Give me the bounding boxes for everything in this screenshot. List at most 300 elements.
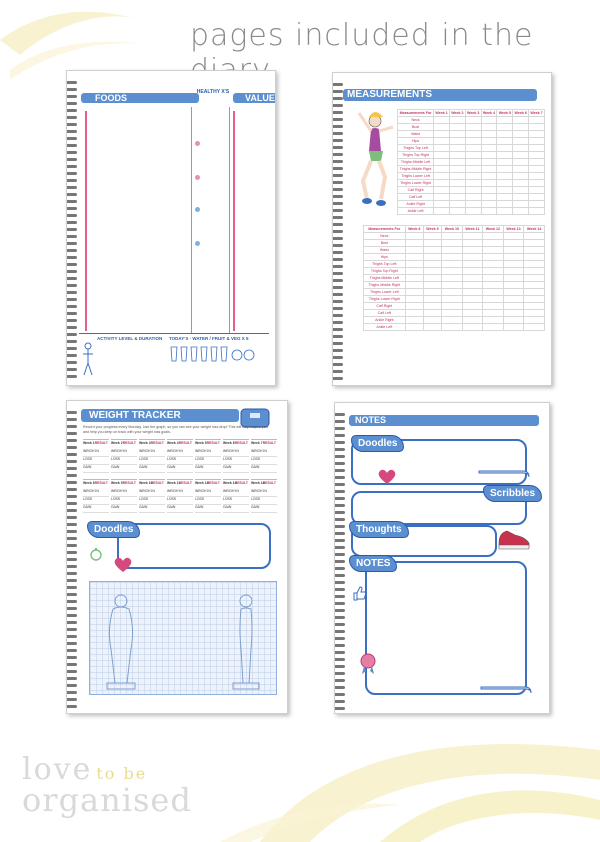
measurement-cell[interactable] bbox=[405, 240, 423, 247]
weight-cell-label: WEIGH IN bbox=[251, 489, 277, 497]
measurement-cell[interactable] bbox=[513, 152, 529, 159]
measurement-cell[interactable] bbox=[423, 275, 441, 282]
measurement-cell[interactable] bbox=[497, 180, 513, 187]
measurement-cell[interactable] bbox=[405, 247, 423, 254]
spiral-ring bbox=[332, 286, 343, 289]
measurement-cell[interactable] bbox=[465, 138, 481, 145]
measurement-cell[interactable] bbox=[529, 187, 545, 194]
spiral-ring bbox=[332, 132, 343, 135]
measurement-cell[interactable] bbox=[513, 124, 529, 131]
spiral-ring bbox=[66, 663, 77, 666]
measurement-cell[interactable] bbox=[483, 233, 504, 240]
measurement-cell[interactable] bbox=[503, 240, 524, 247]
measurement-cell[interactable] bbox=[465, 180, 481, 187]
result-label: RESULT bbox=[178, 441, 192, 445]
measurement-cell[interactable] bbox=[449, 187, 465, 194]
measurement-label: Ankle Right bbox=[398, 201, 434, 208]
measurement-cell[interactable] bbox=[423, 296, 441, 303]
spiral-ring bbox=[66, 158, 77, 161]
measurement-cell[interactable] bbox=[503, 233, 524, 240]
measurement-cell[interactable] bbox=[449, 201, 465, 208]
measurement-cell[interactable] bbox=[449, 208, 465, 215]
measurement-cell[interactable] bbox=[497, 166, 513, 173]
weight-week-block[interactable] bbox=[195, 439, 221, 474]
measurement-cell[interactable] bbox=[481, 194, 497, 201]
measurement-cell[interactable] bbox=[423, 317, 441, 324]
brand-organised: organised bbox=[22, 781, 192, 819]
measurement-cell[interactable] bbox=[442, 233, 463, 240]
measurement-cell[interactable] bbox=[497, 131, 513, 138]
spiral-ring bbox=[334, 462, 345, 465]
measurement-cell[interactable] bbox=[524, 254, 545, 261]
measurement-cell[interactable] bbox=[524, 233, 545, 240]
measurement-cell[interactable] bbox=[405, 296, 423, 303]
measurement-cell[interactable] bbox=[405, 233, 423, 240]
measurement-cell[interactable] bbox=[513, 173, 529, 180]
spiral-ring bbox=[66, 312, 77, 315]
measurement-cell[interactable] bbox=[462, 324, 482, 331]
measurement-cell[interactable] bbox=[529, 159, 545, 166]
measurement-cell[interactable] bbox=[483, 261, 504, 268]
measurement-cell[interactable] bbox=[449, 145, 465, 152]
measurement-cell[interactable] bbox=[483, 289, 504, 296]
week-label: Week 5 bbox=[195, 441, 207, 445]
measurement-cell[interactable] bbox=[405, 261, 423, 268]
measurement-cell[interactable] bbox=[503, 324, 524, 331]
measurement-cell[interactable] bbox=[423, 282, 441, 289]
weight-cell-label: GAIN bbox=[111, 465, 137, 473]
spiral-ring bbox=[66, 523, 77, 526]
spiral-ring bbox=[66, 467, 77, 470]
measurement-cell[interactable] bbox=[434, 187, 450, 194]
spiral-ring bbox=[66, 495, 77, 498]
measurement-cell[interactable] bbox=[423, 268, 441, 275]
measurement-cell[interactable] bbox=[481, 166, 497, 173]
spiral-ring bbox=[66, 516, 77, 519]
measurement-cell[interactable] bbox=[442, 317, 463, 324]
weight-week-block[interactable] bbox=[223, 439, 249, 474]
measurement-cell[interactable] bbox=[524, 310, 545, 317]
measurement-cell[interactable] bbox=[442, 275, 463, 282]
measurement-cell[interactable] bbox=[497, 124, 513, 131]
measurement-cell[interactable] bbox=[465, 159, 481, 166]
weight-cell-label: WEIGH IN bbox=[223, 489, 249, 497]
measurement-cell[interactable] bbox=[465, 131, 481, 138]
measurement-cell[interactable] bbox=[462, 275, 482, 282]
spiral-ring bbox=[332, 272, 343, 275]
measurement-cell[interactable] bbox=[481, 187, 497, 194]
measurement-cell[interactable] bbox=[481, 201, 497, 208]
spiral-ring bbox=[66, 600, 77, 603]
spiral-ring bbox=[66, 614, 77, 617]
spiral-ring bbox=[66, 256, 77, 259]
healthy-header: HEALTHY X'S bbox=[196, 89, 230, 95]
measurement-cell[interactable] bbox=[481, 159, 497, 166]
measurements-title: MEASUREMENTS bbox=[347, 89, 433, 100]
measurement-cell[interactable] bbox=[405, 282, 423, 289]
measurement-cell[interactable] bbox=[465, 166, 481, 173]
table-header-row bbox=[398, 110, 545, 117]
spiral-ring bbox=[66, 691, 77, 694]
measurement-label: Hips bbox=[398, 138, 434, 145]
measurement-cell[interactable] bbox=[497, 173, 513, 180]
measurement-cell[interactable] bbox=[481, 152, 497, 159]
weight-week-block[interactable] bbox=[111, 439, 137, 474]
measurement-cell[interactable] bbox=[497, 138, 513, 145]
spiral-ring bbox=[334, 588, 345, 591]
measurement-cell[interactable] bbox=[423, 310, 441, 317]
measurement-label: Waist bbox=[364, 247, 406, 254]
measurement-cell[interactable] bbox=[481, 173, 497, 180]
spiral-ring bbox=[332, 237, 343, 240]
measurement-cell[interactable] bbox=[465, 187, 481, 194]
measurement-cell[interactable] bbox=[449, 194, 465, 201]
measurement-cell[interactable] bbox=[513, 194, 529, 201]
measurement-cell[interactable] bbox=[449, 152, 465, 159]
weight-week-block[interactable] bbox=[167, 439, 193, 474]
measurement-cell[interactable] bbox=[497, 145, 513, 152]
measurement-cell[interactable] bbox=[465, 208, 481, 215]
measurement-cell[interactable] bbox=[503, 261, 524, 268]
measurement-cell[interactable] bbox=[529, 180, 545, 187]
table-row bbox=[364, 261, 545, 268]
measurement-cell[interactable] bbox=[465, 124, 481, 131]
measurement-cell[interactable] bbox=[423, 324, 441, 331]
measurement-cell[interactable] bbox=[481, 145, 497, 152]
measurement-label: Bust bbox=[364, 240, 406, 247]
measurement-cell[interactable] bbox=[423, 233, 441, 240]
measurement-cell[interactable] bbox=[462, 233, 482, 240]
measurement-label: Waist bbox=[398, 131, 434, 138]
measurement-cell[interactable] bbox=[405, 275, 423, 282]
measurement-cell[interactable] bbox=[529, 194, 545, 201]
weight-week-block[interactable] bbox=[251, 439, 277, 474]
weight-weeks-row-1 bbox=[83, 439, 279, 475]
measurement-cell[interactable] bbox=[449, 173, 465, 180]
spiral-ring bbox=[334, 595, 345, 598]
measurement-cell[interactable] bbox=[503, 317, 524, 324]
table-row bbox=[364, 240, 545, 247]
measurement-cell[interactable] bbox=[483, 247, 504, 254]
measurement-cell[interactable] bbox=[434, 117, 450, 124]
spiral-ring bbox=[66, 165, 77, 168]
measurement-cell[interactable] bbox=[513, 187, 529, 194]
measurement-cell[interactable] bbox=[483, 275, 504, 282]
measurement-cell[interactable] bbox=[513, 208, 529, 215]
spiral-ring bbox=[66, 368, 77, 371]
measurement-cell[interactable] bbox=[503, 275, 524, 282]
spiral-ring bbox=[66, 81, 77, 84]
healthy-column-divider bbox=[229, 107, 230, 333]
measurement-cell[interactable] bbox=[442, 261, 463, 268]
spiral-ring bbox=[66, 284, 77, 287]
measurement-cell[interactable] bbox=[442, 303, 463, 310]
spiral-ring bbox=[66, 319, 77, 322]
measurement-cell[interactable] bbox=[503, 254, 524, 261]
table-row bbox=[364, 317, 545, 324]
measurement-cell[interactable] bbox=[462, 317, 482, 324]
measurement-cell[interactable] bbox=[497, 194, 513, 201]
measurement-cell[interactable] bbox=[483, 324, 504, 331]
measurement-cell[interactable] bbox=[529, 138, 545, 145]
measurement-cell[interactable] bbox=[442, 289, 463, 296]
measurement-cell[interactable] bbox=[503, 303, 524, 310]
measurement-cell[interactable] bbox=[423, 254, 441, 261]
measurement-cell[interactable] bbox=[423, 289, 441, 296]
measurement-cell[interactable] bbox=[449, 166, 465, 173]
spiral-ring bbox=[332, 244, 343, 247]
measurement-cell[interactable] bbox=[442, 296, 463, 303]
measurement-cell[interactable] bbox=[483, 303, 504, 310]
week-label: Week 1 bbox=[83, 441, 95, 445]
measurement-cell[interactable] bbox=[462, 303, 482, 310]
measurement-cell[interactable] bbox=[497, 208, 513, 215]
thumbs-up-icon bbox=[351, 585, 367, 601]
spiral-ring bbox=[334, 686, 345, 689]
measurement-cell[interactable] bbox=[442, 247, 463, 254]
measurement-cell[interactable] bbox=[497, 187, 513, 194]
weight-week-block[interactable] bbox=[139, 479, 165, 514]
measurement-cell[interactable] bbox=[465, 194, 481, 201]
measurement-cell[interactable] bbox=[524, 296, 545, 303]
measurement-cell[interactable] bbox=[529, 166, 545, 173]
measurement-cell[interactable] bbox=[529, 131, 545, 138]
measurement-cell[interactable] bbox=[462, 296, 482, 303]
measurement-cell[interactable] bbox=[524, 317, 545, 324]
measurement-cell[interactable] bbox=[423, 261, 441, 268]
measurement-cell[interactable] bbox=[503, 247, 524, 254]
measurement-cell[interactable] bbox=[465, 152, 481, 159]
spiral-ring bbox=[332, 314, 343, 317]
spiral-ring bbox=[334, 700, 345, 703]
spiral-ring bbox=[66, 200, 77, 203]
measurement-cell[interactable] bbox=[497, 117, 513, 124]
measurement-cell[interactable] bbox=[503, 310, 524, 317]
result-label: RESULT bbox=[178, 481, 192, 485]
measurement-cell[interactable] bbox=[465, 173, 481, 180]
measurement-cell[interactable] bbox=[465, 145, 481, 152]
spiral-ring bbox=[334, 525, 345, 528]
measurement-cell[interactable] bbox=[405, 289, 423, 296]
measurement-cell[interactable] bbox=[434, 180, 450, 187]
measurement-cell[interactable] bbox=[449, 138, 465, 145]
measurement-cell[interactable] bbox=[513, 145, 529, 152]
measurement-cell[interactable] bbox=[524, 240, 545, 247]
table-header-cell: Week 2 bbox=[451, 111, 464, 115]
measurement-cell[interactable] bbox=[405, 310, 423, 317]
measurement-cell[interactable] bbox=[524, 247, 545, 254]
measurement-cell[interactable] bbox=[497, 159, 513, 166]
measurement-cell[interactable] bbox=[405, 268, 423, 275]
measurement-cell[interactable] bbox=[449, 131, 465, 138]
weight-cell-label: WEIGH IN bbox=[83, 489, 109, 497]
measurement-cell[interactable] bbox=[405, 317, 423, 324]
measurement-cell[interactable] bbox=[529, 124, 545, 131]
measurement-cell[interactable] bbox=[503, 289, 524, 296]
measurement-cell[interactable] bbox=[529, 117, 545, 124]
measurement-cell[interactable] bbox=[462, 240, 482, 247]
measurement-cell[interactable] bbox=[462, 282, 482, 289]
measurement-cell[interactable] bbox=[434, 201, 450, 208]
measurement-cell[interactable] bbox=[483, 254, 504, 261]
measurement-cell[interactable] bbox=[449, 124, 465, 131]
measurement-cell[interactable] bbox=[513, 180, 529, 187]
spiral-ring bbox=[332, 377, 343, 380]
measurement-cell[interactable] bbox=[442, 254, 463, 261]
spiral-ring bbox=[332, 279, 343, 282]
measurement-cell[interactable] bbox=[524, 324, 545, 331]
dot-pink-2 bbox=[195, 175, 200, 180]
measurement-cell[interactable] bbox=[513, 201, 529, 208]
measurement-cell[interactable] bbox=[442, 282, 463, 289]
measurement-cell[interactable] bbox=[434, 208, 450, 215]
measurement-cell[interactable] bbox=[462, 261, 482, 268]
spiral-ring bbox=[66, 172, 77, 175]
measurement-cell[interactable] bbox=[503, 296, 524, 303]
measurement-cell[interactable] bbox=[481, 138, 497, 145]
measurement-cell[interactable] bbox=[483, 317, 504, 324]
measurement-cell[interactable] bbox=[405, 254, 423, 261]
table-row bbox=[364, 282, 545, 289]
measurement-cell[interactable] bbox=[529, 201, 545, 208]
measurement-cell[interactable] bbox=[434, 131, 450, 138]
measurement-label: Thighs Top Left bbox=[364, 261, 406, 268]
spiral-ring bbox=[66, 263, 77, 266]
measurement-cell[interactable] bbox=[524, 275, 545, 282]
spiral-ring bbox=[334, 616, 345, 619]
spiral-ring bbox=[334, 504, 345, 507]
spiral-ring bbox=[334, 602, 345, 605]
spiral-ring bbox=[66, 144, 77, 147]
spiral-ring bbox=[66, 291, 77, 294]
weight-week-block[interactable] bbox=[139, 439, 165, 474]
measurement-cell[interactable] bbox=[513, 159, 529, 166]
measurement-cell[interactable] bbox=[481, 124, 497, 131]
fruit-veg-icons bbox=[167, 343, 257, 365]
weight-cell-label: LOSS bbox=[167, 457, 193, 465]
measurement-cell[interactable] bbox=[462, 247, 482, 254]
measurement-cell[interactable] bbox=[524, 282, 545, 289]
measurement-cell[interactable] bbox=[423, 247, 441, 254]
weight-week-block[interactable] bbox=[83, 439, 109, 474]
measurement-cell[interactable] bbox=[524, 289, 545, 296]
weight-week-block[interactable] bbox=[83, 479, 109, 514]
spiral-ring bbox=[66, 249, 77, 252]
measurement-cell[interactable] bbox=[497, 152, 513, 159]
weight-cell-label: LOSS bbox=[83, 497, 109, 505]
foods-header bbox=[81, 93, 199, 103]
measurement-cell[interactable] bbox=[449, 117, 465, 124]
measurement-cell[interactable] bbox=[513, 166, 529, 173]
measurement-cell[interactable] bbox=[513, 117, 529, 124]
measurement-cell[interactable] bbox=[481, 117, 497, 124]
weight-cell-label: LOSS bbox=[251, 457, 277, 465]
measurement-cell[interactable] bbox=[423, 240, 441, 247]
spiral-ring bbox=[66, 305, 77, 308]
measurement-cell[interactable] bbox=[524, 303, 545, 310]
weight-week-block[interactable] bbox=[223, 479, 249, 514]
person-figure-icon bbox=[81, 341, 95, 377]
measurement-cell[interactable] bbox=[481, 131, 497, 138]
measurement-cell[interactable] bbox=[462, 310, 482, 317]
weight-week-block[interactable] bbox=[167, 479, 193, 514]
measurement-cell[interactable] bbox=[483, 268, 504, 275]
weight-cell-label: WEIGH IN bbox=[167, 489, 193, 497]
table-header-cell: Week 14 bbox=[524, 226, 545, 233]
measurement-cell[interactable] bbox=[434, 173, 450, 180]
measurement-cell[interactable] bbox=[434, 194, 450, 201]
measurement-cell[interactable] bbox=[462, 268, 482, 275]
weight-week-block[interactable] bbox=[195, 479, 221, 514]
measurement-cell[interactable] bbox=[434, 152, 450, 159]
table-row bbox=[364, 296, 545, 303]
measurement-cell[interactable] bbox=[497, 201, 513, 208]
measurement-cell[interactable] bbox=[483, 310, 504, 317]
measurement-cell[interactable] bbox=[483, 296, 504, 303]
page-title: pages included in the bbox=[190, 18, 534, 53]
measurement-cell[interactable] bbox=[434, 166, 450, 173]
weight-week-block[interactable] bbox=[251, 479, 277, 514]
result-label: RESULT bbox=[122, 481, 136, 485]
measurement-cell[interactable] bbox=[513, 138, 529, 145]
measurement-cell[interactable] bbox=[434, 145, 450, 152]
table-header-row bbox=[364, 226, 545, 233]
measurement-cell[interactable] bbox=[442, 268, 463, 275]
measurement-cell[interactable] bbox=[481, 208, 497, 215]
measurement-cell[interactable] bbox=[483, 240, 504, 247]
measurement-cell[interactable] bbox=[462, 254, 482, 261]
measurement-cell[interactable] bbox=[434, 159, 450, 166]
measurement-cell[interactable] bbox=[434, 138, 450, 145]
measurement-cell[interactable] bbox=[442, 310, 463, 317]
measurement-cell[interactable] bbox=[481, 180, 497, 187]
measurement-cell[interactable] bbox=[465, 117, 481, 124]
notes-main-box bbox=[365, 561, 527, 695]
measurement-cell[interactable] bbox=[465, 201, 481, 208]
measurement-cell[interactable] bbox=[423, 303, 441, 310]
measurement-cell[interactable] bbox=[503, 282, 524, 289]
measurement-cell[interactable] bbox=[524, 261, 545, 268]
measurement-cell[interactable] bbox=[529, 173, 545, 180]
spiral-ring bbox=[334, 609, 345, 612]
measurement-cell[interactable] bbox=[529, 152, 545, 159]
spiral-ring bbox=[66, 558, 77, 561]
spiral-ring bbox=[334, 539, 345, 542]
spiral-ring bbox=[66, 544, 77, 547]
weight-cell-label: GAIN bbox=[251, 465, 277, 473]
measurement-cell[interactable] bbox=[462, 289, 482, 296]
measurement-cell[interactable] bbox=[405, 303, 423, 310]
measurement-cell[interactable] bbox=[503, 268, 524, 275]
weight-cell-label: GAIN bbox=[139, 465, 165, 473]
measurement-cell[interactable] bbox=[483, 282, 504, 289]
measurement-cell[interactable] bbox=[405, 324, 423, 331]
measurement-cell[interactable] bbox=[442, 324, 463, 331]
measurement-cell[interactable] bbox=[449, 180, 465, 187]
weight-week-block[interactable] bbox=[111, 479, 137, 514]
spiral-ring bbox=[66, 670, 77, 673]
measurement-cell[interactable] bbox=[524, 268, 545, 275]
measurement-cell[interactable] bbox=[513, 131, 529, 138]
measurement-cell[interactable] bbox=[529, 208, 545, 215]
dot-blue-2 bbox=[195, 241, 200, 246]
measurement-cell[interactable] bbox=[529, 145, 545, 152]
measurement-cell[interactable] bbox=[434, 124, 450, 131]
measurement-cell[interactable] bbox=[442, 240, 463, 247]
measurement-cell[interactable] bbox=[449, 159, 465, 166]
spiral-ring bbox=[334, 665, 345, 668]
spiral-ring bbox=[66, 123, 77, 126]
